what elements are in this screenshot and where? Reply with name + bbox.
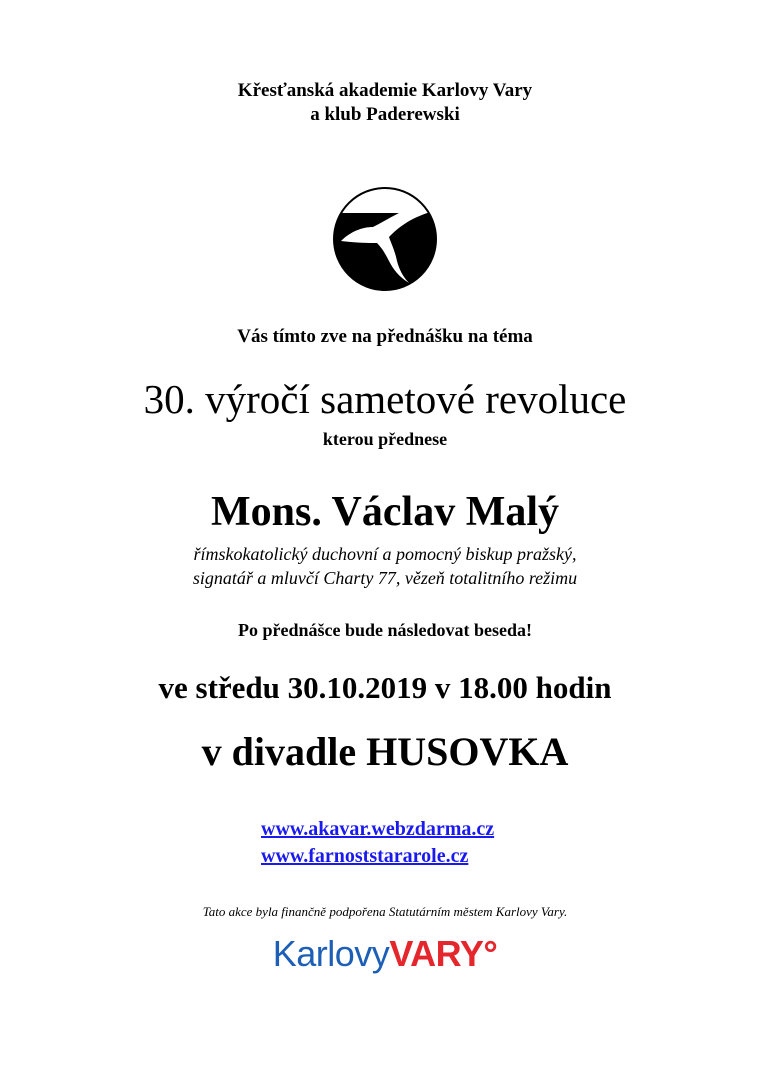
event-date-time: ve středu 30.10.2019 v 18.00 hodin [158,670,612,705]
swallow-icon [333,187,437,291]
logo-text-vary: VARY° [389,933,498,974]
funding-note: Tato akce byla finančně podpořena Statutárním městem Karlovy Vary. [202,904,568,919]
organizer-line-1: Křesťanská akademie Karlovy Vary [237,80,533,101]
lecture-topic: 30. výročí sametové revoluce [143,376,627,422]
link-farnost[interactable]: www.farnoststararole.cz [261,845,469,867]
presented-by-text: kterou přednese [322,429,448,449]
invitation-text: Vás tímto zve na přednášku na téma [237,326,533,347]
discussion-note: Po přednášce bude následovat beseda! [237,620,533,640]
logo-text-karlovy: Karlovy [272,933,390,974]
link-akavar[interactable]: www.akavar.webzdarma.cz [261,818,495,840]
speaker-description-2: signatář a mluvčí Charty 77, vězeň totalitního režimu [192,568,578,588]
speaker-description-1: římskokatolický duchovní a pomocný biskup pražský, [193,544,577,564]
speaker-name: Mons. Václav Malý [210,489,560,535]
organizer-line-2: a klub Paderewski [310,104,460,125]
event-venue: v divadle HUSOVKA [201,729,569,774]
karlovy-vary-logo [0,933,770,975]
